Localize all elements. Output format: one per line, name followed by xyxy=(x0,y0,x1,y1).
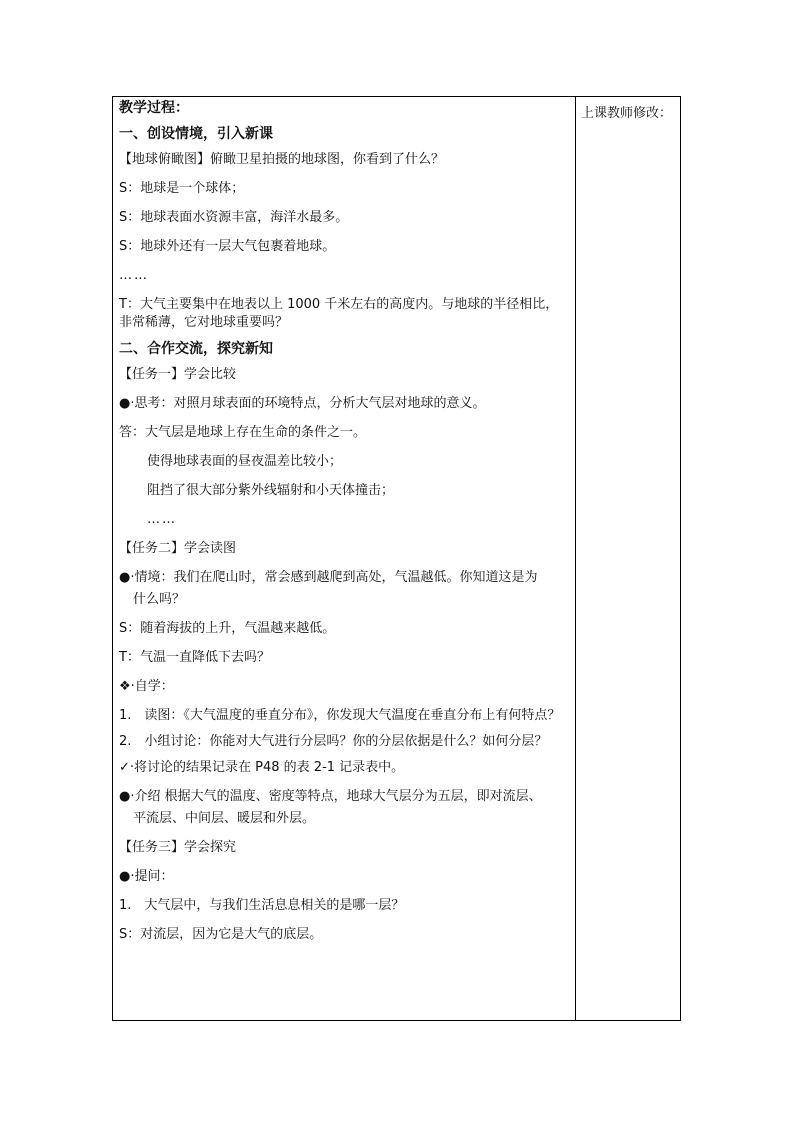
text-line: ❖·自学： xyxy=(119,679,174,694)
text-line: 【地球俯瞰图】俯瞰卫星拍摄的地球图，你看到了什么？ xyxy=(119,152,445,167)
text-line: 平流层、中间层、暖层和外层。 xyxy=(133,811,316,826)
notes-header: 上课教师修改： xyxy=(581,106,673,121)
section-title: 教学过程： xyxy=(119,100,189,116)
text-paragraph: T：大气主要集中在地表以上 1000 千米左右的高度内。与地球的半径相比，非常稀薄，它对地球重要吗？ xyxy=(119,297,559,330)
text-line: S：地球是一个球体； xyxy=(119,181,245,196)
text-line: T：气温一直降低下去吗？ xyxy=(119,650,270,665)
text-line: S：对流层，因为它是大气的底层。 xyxy=(119,927,323,942)
text-line: S：地球外还有一层大气包裹着地球。 xyxy=(119,239,336,254)
ellipsis-line: …… xyxy=(147,512,177,527)
text-line: 什么吗？ xyxy=(133,592,186,607)
ellipsis-line: …… xyxy=(119,268,149,283)
teaching-process-column xyxy=(119,99,571,955)
text-line: S：随着海拔的上升，气温越来越低。 xyxy=(119,621,336,636)
text-paragraph: 2. 小组讨论：你能对大气进行分层吗？你的分层依据是什么？如何分层？ xyxy=(119,734,548,749)
text-line: 1. 大气层中，与我们生活息息相关的是哪一层？ xyxy=(119,898,405,913)
text-line: ●·思考：对照月球表面的环境特点，分析大气层对地球的意义。 xyxy=(119,396,486,411)
section-heading-2: 二、合作交流，探究新知 xyxy=(119,341,273,357)
task-heading-2: 【任务二】学会读图 xyxy=(119,541,237,556)
section-heading-1: 一、创设情境，引入新课 xyxy=(119,126,273,142)
text-paragraph: 1. 读图：《大气温度的垂直分布》，你发现大气温度在垂直分布上有何特点？ xyxy=(119,708,561,723)
teacher-notes-column xyxy=(581,102,676,121)
task-heading-1: 【任务一】学会比较 xyxy=(119,367,237,382)
column-divider xyxy=(575,97,576,1020)
lesson-table xyxy=(112,96,681,1021)
text-line: 阻挡了很大部分紫外线辐射和小天体撞击； xyxy=(147,483,395,498)
text-line: ●·情境：我们在爬山时，常会感到越爬到高处，气温越低。你知道这是为 xyxy=(119,570,538,585)
text-line: S：地球表面水资源丰富，海洋水最多。 xyxy=(119,210,349,225)
text-line: 使得地球表面的昼夜温差比较小； xyxy=(147,454,343,469)
text-line: ●·介绍 根据大气的温度、密度等特点，地球大气层分为五层，即对流层、 xyxy=(119,789,542,804)
task-heading-3: 【任务三】学会探究 xyxy=(119,840,237,855)
text-line: 答：大气层是地球上存在生命的条件之一。 xyxy=(119,425,367,440)
text-line: ●·提问： xyxy=(119,869,174,884)
text-line: ✓·将讨论的结果记录在 P48 的表 2-1 记录表中。 xyxy=(119,760,405,775)
